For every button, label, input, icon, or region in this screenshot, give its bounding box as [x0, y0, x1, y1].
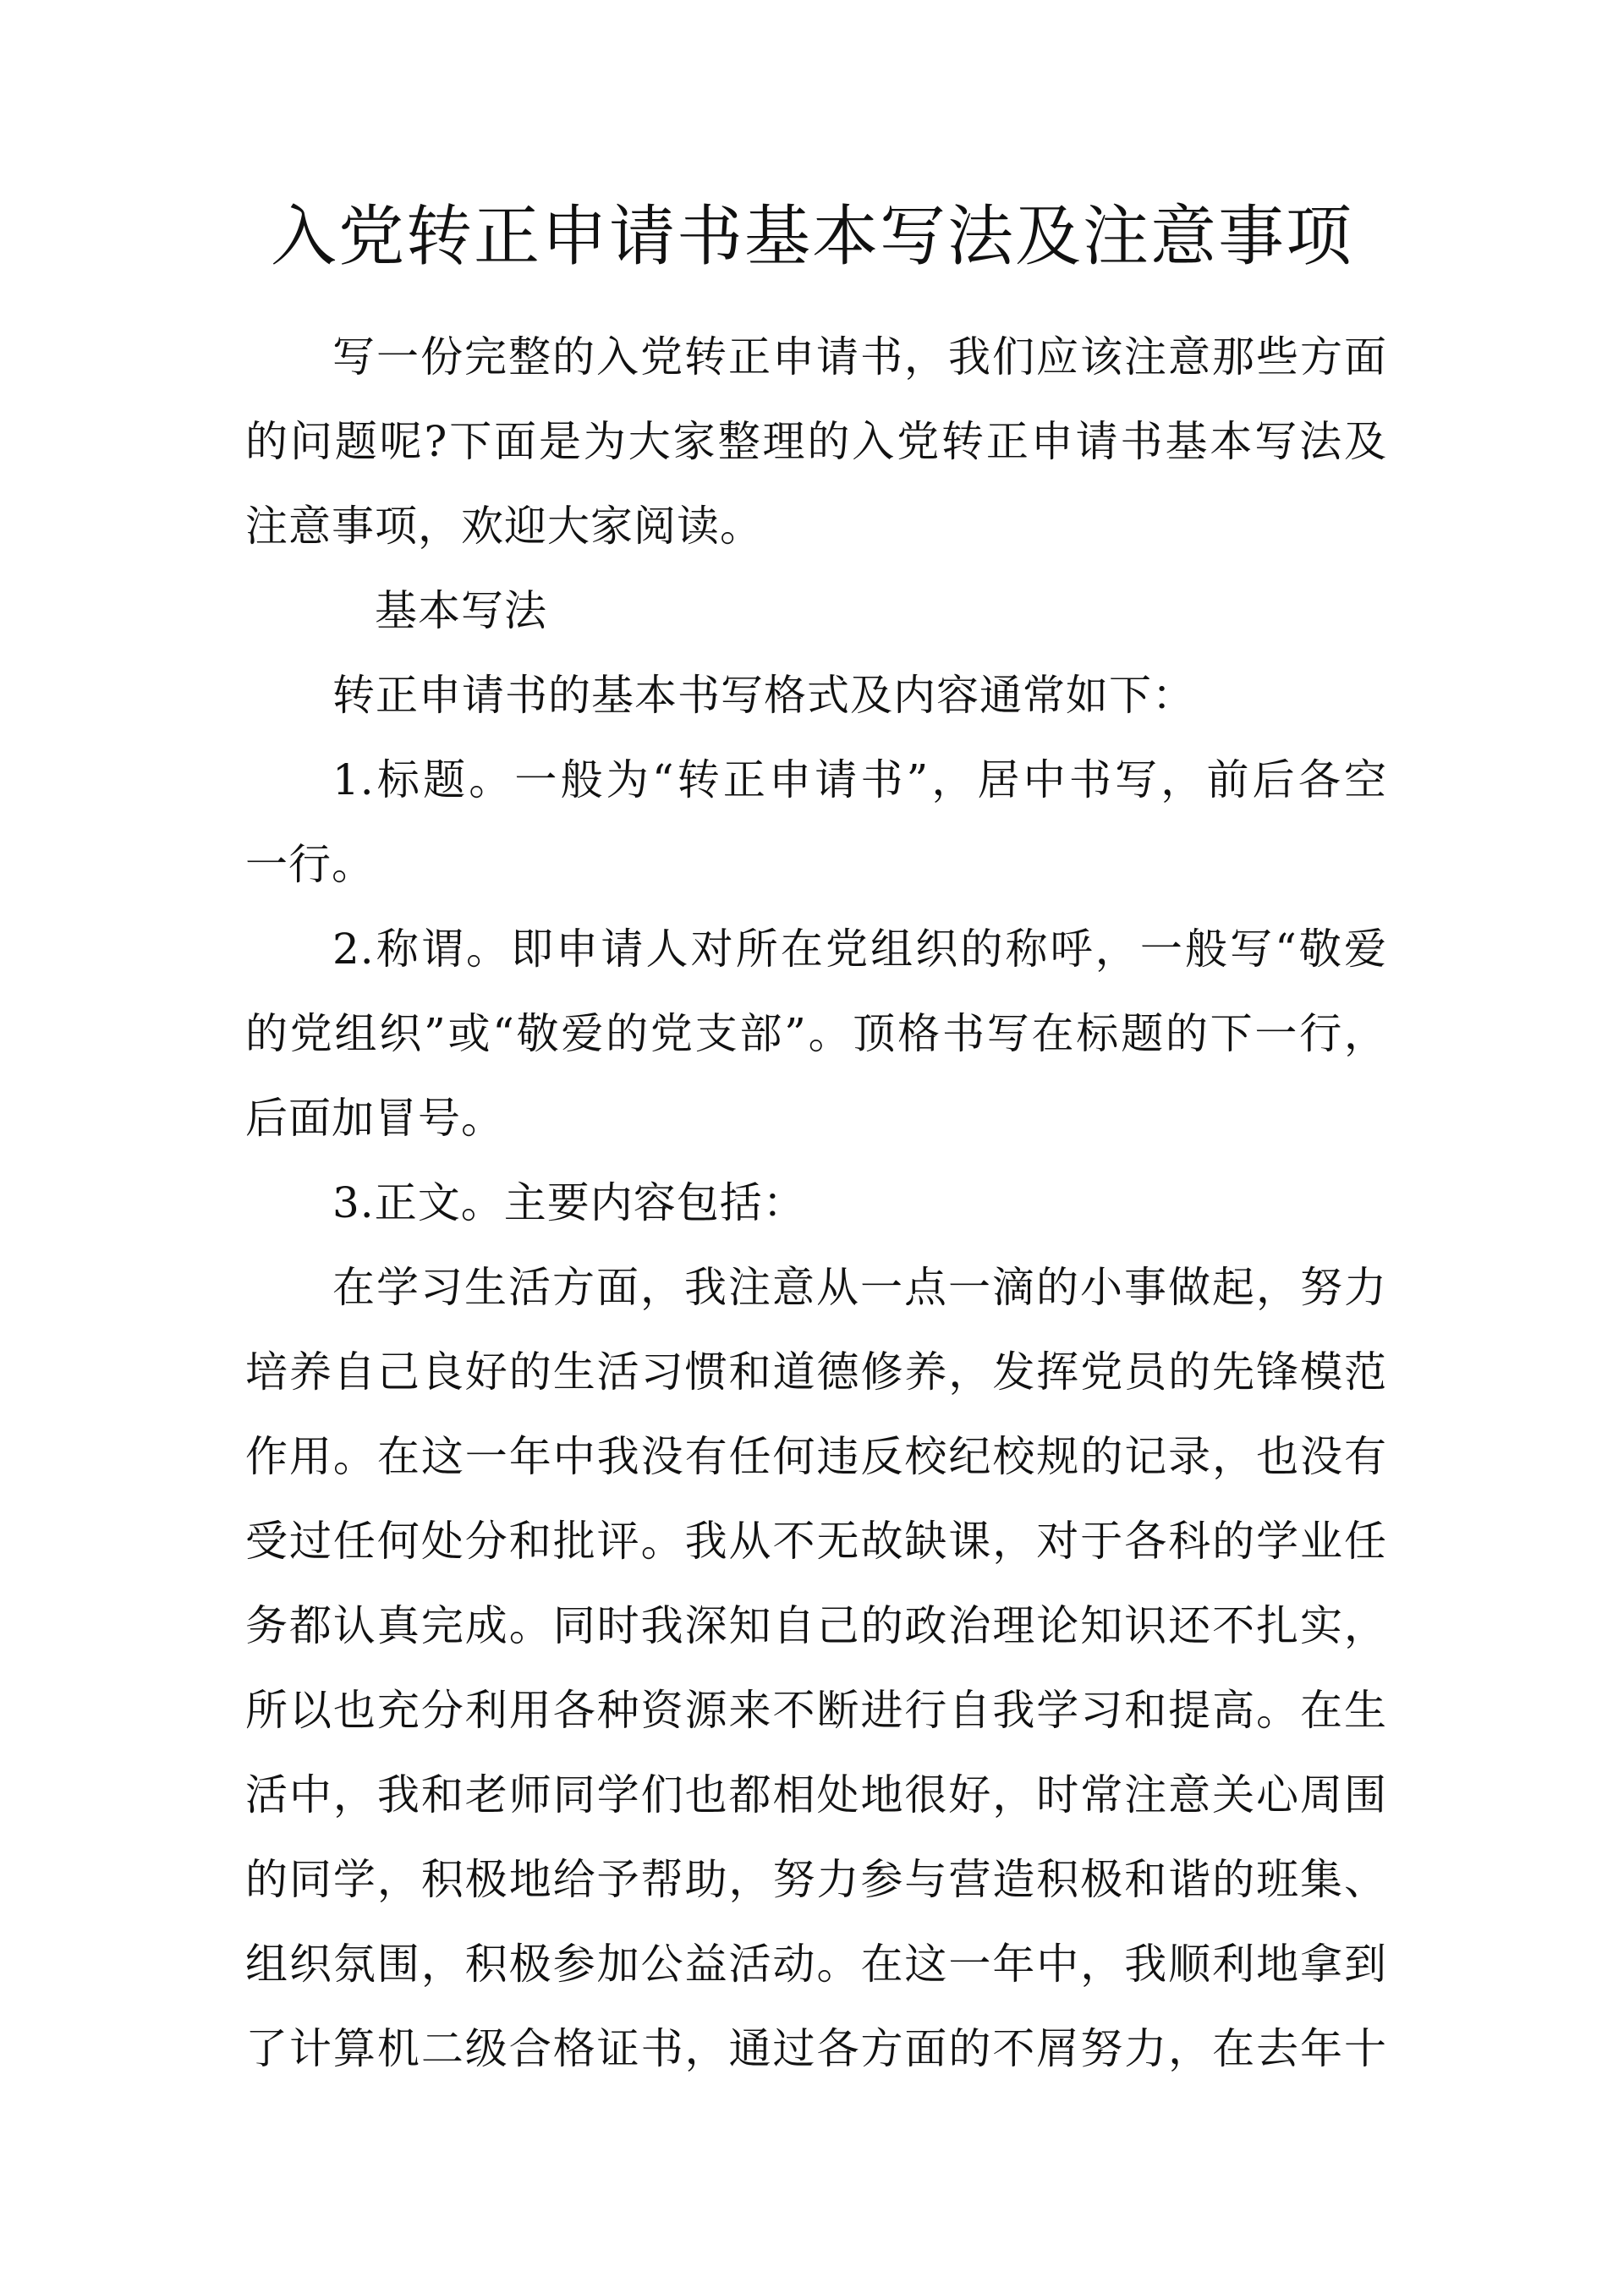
section-heading: 基本写法 — [375, 586, 547, 635]
text-line: 1.标题。一般为“转正申请书”，居中书写，前后各空 — [332, 755, 1387, 804]
text-line: 注意事项，欢迎大家阅读。 — [245, 502, 763, 551]
text-line: 作用。在这一年中我没有任何违反校纪校规的记录，也没有 — [245, 1432, 1387, 1481]
text-line: 转正申请书的基本书写格式及内容通常如下： — [332, 671, 1195, 720]
text-line: 的党组织”或“敬爱的党支部”。顶格书写在标题的下一行， — [245, 1009, 1387, 1058]
text-line: 受过任何处分和批评。我从不无故缺课，对于各科的学业任 — [245, 1517, 1387, 1566]
text-line: 培养自己良好的生活习惯和道德修养，发挥党员的先锋模范 — [245, 1347, 1387, 1397]
text-line: 在学习生活方面，我注意从一点一滴的小事做起，努力 — [332, 1263, 1387, 1312]
text-line: 务都认真完成。同时我深知自己的政治理论知识还不扎实， — [245, 1601, 1387, 1650]
document-title: 入党转正申请书基本写法及注意事项 — [270, 199, 1353, 275]
text-line: 的同学，积极地给予帮助，努力参与营造积极和谐的班集、 — [245, 1855, 1387, 1904]
text-line: 一行。 — [245, 840, 375, 889]
text-line: 所以也充分利用各种资源来不断进行自我学习和提高。在生 — [245, 1686, 1387, 1735]
text-line: 了计算机二级合格证书，通过各方面的不屑努力，在去年十 — [245, 2024, 1387, 2073]
text-line: 后面加冒号。 — [245, 1094, 504, 1143]
text-line: 活中，我和老师同学们也都相处地很好，时常注意关心周围 — [245, 1770, 1387, 1819]
text-line: 3.正文。主要内容包括： — [332, 1178, 806, 1227]
text-line: 组织氛围，积极参加公益活动。在这一年中，我顺利地拿到 — [245, 1940, 1387, 1989]
text-line: 写一份完整的入党转正申请书，我们应该注意那些方面 — [332, 332, 1387, 381]
text-line: 2.称谓。即申请人对所在党组织的称呼，一般写“敬爱 — [332, 925, 1387, 974]
text-line: 的问题呢?下面是为大家整理的入党转正申请书基本写法及 — [245, 417, 1387, 466]
